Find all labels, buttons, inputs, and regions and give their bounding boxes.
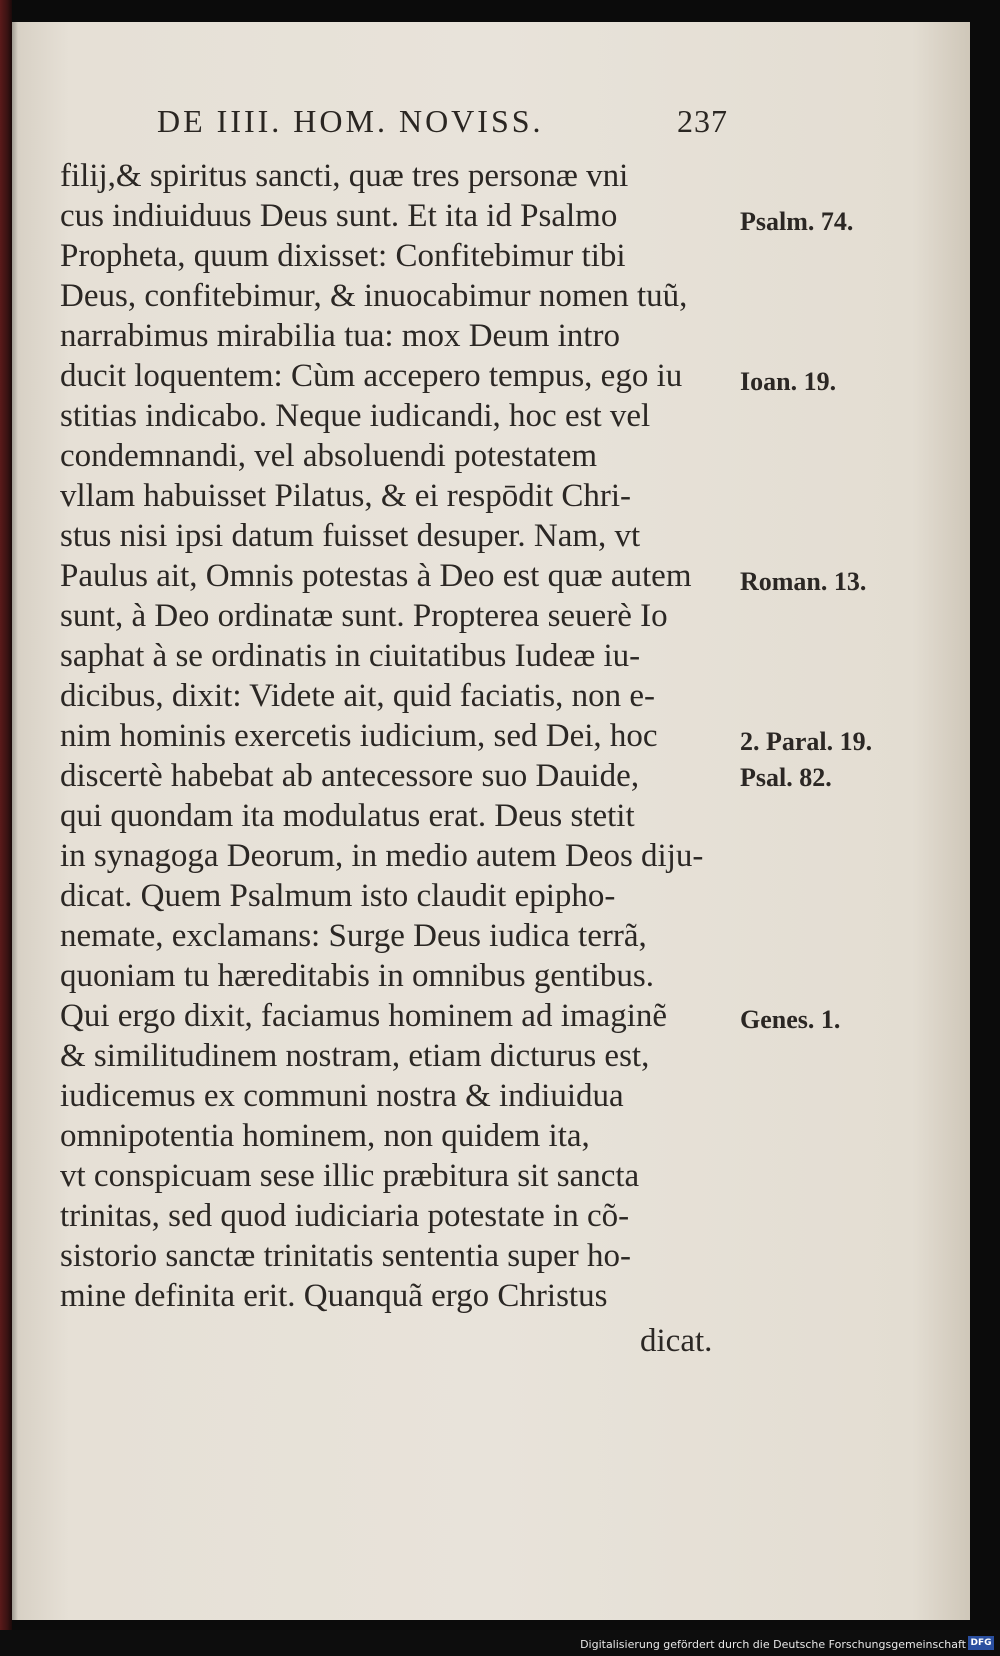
text-line: vt conspicuam sese illic præbitura sit sancta bbox=[60, 1158, 640, 1194]
text-line: trinitas, sed quod iudiciaria potestate in cõ- bbox=[60, 1198, 630, 1234]
margin-note: Psal. 82. bbox=[740, 763, 832, 792]
text-line: vllam habuisset Pilatus, & ei respōdit Chri- bbox=[60, 478, 632, 514]
text-line: in synagoga Deorum, in medio autem Deos diju- bbox=[60, 838, 704, 874]
text-line: saphat à se ordinatis in ciuitatibus Iudeæ iu- bbox=[60, 638, 641, 674]
text-line: omnipotentia hominem, non quidem ita, bbox=[60, 1118, 590, 1154]
text-line: Qui ergo dixit, faciamus hominem ad imaginẽ bbox=[60, 998, 668, 1034]
book-edge bbox=[0, 0, 12, 1656]
text-line: filij,& spiritus sancti, quæ tres personæ vni bbox=[60, 158, 629, 194]
text-line: mine definita erit. Quanquã ergo Christus bbox=[60, 1278, 608, 1314]
text-line: discertè habebat ab antecessore suo Dauide, bbox=[60, 758, 640, 794]
text-line: condemnandi, vel absoluendi potestatem bbox=[60, 438, 598, 474]
text-line: Deus, confitebimur, & inuocabimur nomen tuũ, bbox=[60, 278, 688, 314]
margin-note: Psalm. 74. bbox=[740, 207, 854, 236]
text-line: nemate, exclamans: Surge Deus iudica terrã, bbox=[60, 918, 647, 954]
text-line: & similitudinem nostram, etiam dicturus est, bbox=[60, 1038, 650, 1074]
text-line: iudicemus ex communi nostra & indiuidua bbox=[60, 1078, 624, 1114]
running-header bbox=[157, 103, 728, 143]
margin-note: 2. Paral. 19. bbox=[740, 727, 873, 756]
text-line: Propheta, quum dixisset: Confitebimur tibi bbox=[60, 238, 626, 274]
text-line: quoniam tu hæreditabis in omnibus gentibus. bbox=[60, 958, 654, 994]
text-line: qui quondam ita modulatus erat. Deus stetit bbox=[60, 798, 635, 834]
text-line: ducit loquentem: Cùm accepero tempus, ego iu bbox=[60, 358, 683, 394]
text-line: dicibus, dixit: Videte ait, quid faciatis, non e- bbox=[60, 678, 655, 714]
text-line: nim hominis exercetis iudicium, sed Dei, hoc bbox=[60, 718, 658, 754]
page-number: 237 bbox=[677, 103, 728, 139]
text-line: Paulus ait, Omnis potestas à Deo est quæ autem bbox=[60, 558, 692, 594]
text-line: sunt, à Deo ordinatæ sunt. Propterea seuerè Io bbox=[60, 598, 668, 634]
text-line: dicat. Quem Psalmum isto claudit epipho- bbox=[60, 878, 616, 914]
dfg-logo: DFG bbox=[968, 1636, 994, 1650]
text-line: stitias indicabo. Neque iudicandi, hoc est vel bbox=[60, 398, 651, 434]
catchword: dicat. bbox=[640, 1323, 713, 1359]
page-gutter-shadow bbox=[12, 22, 18, 1620]
running-title: DE IIII. HOM. NOVISS. bbox=[157, 103, 544, 139]
text-line: narrabimus mirabilia tua: mox Deum intro bbox=[60, 318, 620, 354]
margin-note: Genes. 1. bbox=[740, 1005, 841, 1034]
funding-credit: Digitalisierung gefördert durch die Deutsche Forschungsgemeinschaft bbox=[580, 1638, 966, 1651]
text-line: cus indiuiduus Deus sunt. Et ita id Psalmo bbox=[60, 198, 618, 234]
margin-note: Ioan. 19. bbox=[740, 367, 837, 396]
margin-note: Roman. 13. bbox=[740, 567, 867, 596]
text-line: stus nisi ipsi datum fuisset desuper. Nam, vt bbox=[60, 518, 641, 554]
text-line: sistorio sanctæ trinitatis sententia super ho- bbox=[60, 1238, 631, 1274]
